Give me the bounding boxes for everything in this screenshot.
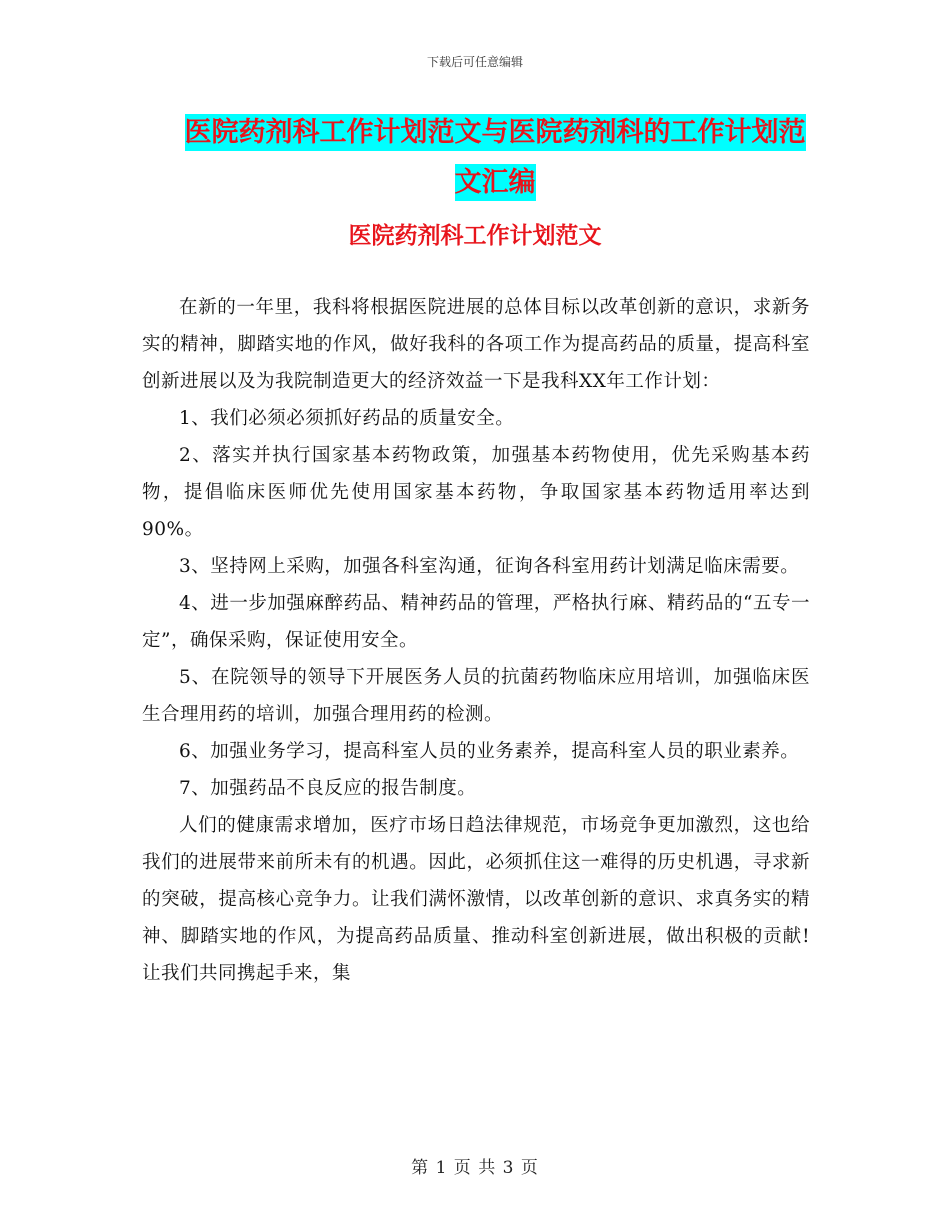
- paragraph-item-6: 6、加强业务学习，提高科室人员的业务素养，提高科室人员的职业素养。: [179, 741, 800, 762]
- paragraph-item-7: 7、加强药品不良反应的报告制度。: [179, 778, 477, 799]
- paragraph-item-5: 5、在院领导的领导下开展医务人员的抗菌药物临床应用培训，加强临床医生合理用药的培训，加强合理用药的检测。: [142, 667, 810, 725]
- paragraph-item-3: 3、坚持网上采购，加强各科室沟通，征询各科室用药计划满足临床需要。: [179, 556, 800, 577]
- paragraph-item-1: 1、我们必须必须抓好药品的质量安全。: [179, 408, 515, 429]
- paragraph-intro: 在新的一年里，我科将根据医院进展的总体目标以改革创新的意识，求新务实的精神，脚踏实地的作风，做好我科的各项工作为提高药品的质量，提高科室创新进展以及为我院制造更大的经济效益一下是我科XX年工作计划：: [142, 297, 810, 392]
- section-title: 医院药剂科工作计划范文: [348, 223, 602, 249]
- page-number: 第 1 页 共 3 页: [411, 1158, 539, 1178]
- paragraph-closing: 人们的健康需求增加，医疗市场日趋法律规范，市场竞争更加激烈，这也给我们的进展带来前所未有的机遇。因此，必须抓住这一难得的历史机遇，寻求新的突破，提高核心竞争力。让我们满怀激情，以改革创新的意识、求真务实的精神、脚踏实地的作风，为提高药品质量、推动科室创新进展，做出积极的贡献!让我们共同携起手来，集: [142, 815, 810, 984]
- paragraph-item-2: 2、落实并执行国家基本药物政策，加强基本药物使用，优先采购基本药物，提倡临床医师优先使用国家基本药物，争取国家基本药物适用率达到90%。: [142, 445, 810, 540]
- document-title-line-1: 医院药剂科工作计划范文与医院药剂科的工作计划范: [185, 114, 806, 151]
- document-body: [142, 289, 810, 992]
- page-header-note: 下载后可任意编辑: [426, 55, 523, 69]
- paragraph-item-4: 4、进一步加强麻醉药品、精神药品的管理，严格执行麻、精药品的“五专一定”，确保采购，保证使用安全。: [142, 593, 810, 651]
- document-title-line-2: 文汇编: [455, 164, 536, 201]
- document-title: [150, 108, 840, 208]
